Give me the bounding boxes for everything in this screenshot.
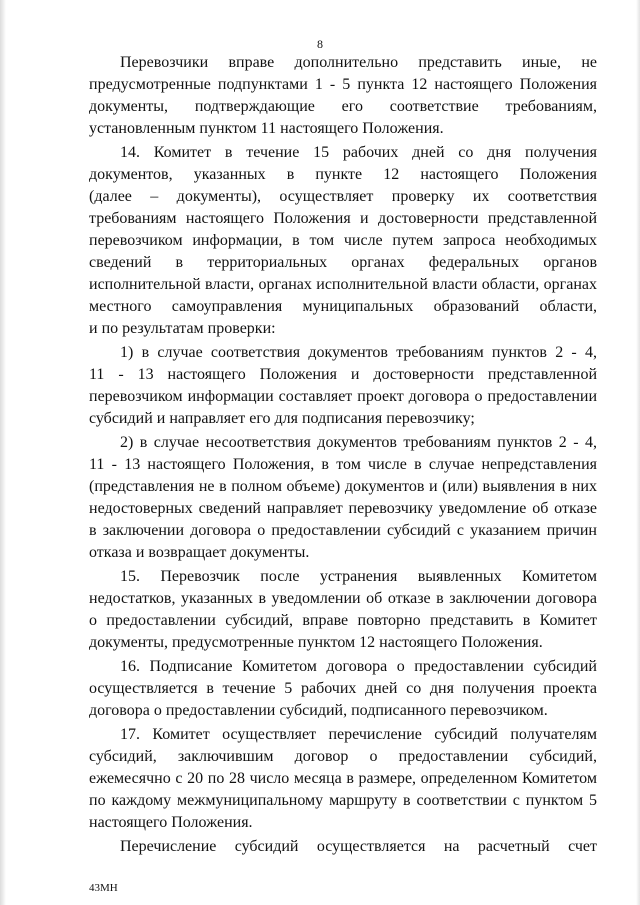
text-line: местного самоуправления муниципальных образований области,: [89, 298, 597, 315]
text-line: Перечисление субсидий осуществляется на расчетный счет: [120, 838, 597, 855]
paragraph: [89, 836, 597, 858]
page-number: 8: [317, 37, 323, 51]
paragraph: [89, 566, 597, 654]
text-line: Перевозчики вправе дополнительно представить иные, не: [120, 54, 597, 71]
text-line: настоящего Положения.: [89, 814, 253, 831]
text-line: 11 - 13 настоящего Положения и достоверности представленной: [89, 366, 597, 383]
text-line: перевозчиком информации, в том числе путем запроса необходимых: [89, 232, 597, 249]
document-body: [89, 52, 597, 858]
text-line: документы, предусмотренные пунктом 12 настоящего Положения.: [89, 634, 543, 651]
text-line: недостатков, указанных в уведомлении об отказе в заключении договора: [89, 590, 597, 607]
text-line: ежемесячно с 20 по 28 число месяца в размере, определенном Комитетом: [89, 770, 597, 787]
document-code: 43МН: [89, 882, 118, 894]
text-line: о предоставлении субсидий, вправе повторно представить в Комитет: [89, 612, 597, 629]
scan-shadow-right: [636, 0, 640, 905]
paragraph: [89, 432, 597, 564]
text-line: по каждому межмуниципальному маршруту в соответствии с пунктом 5: [89, 792, 597, 809]
text-line: исполнительной власти, органах исполнительной власти области, органах: [89, 276, 597, 293]
text-line: 11 - 13 настоящего Положения, в том числе в случае непредставления: [89, 456, 597, 473]
text-line: 16. Подписание Комитетом договора о предоставлении субсидий: [120, 658, 597, 675]
text-line: отказа и возвращает документы.: [89, 544, 310, 561]
paragraph: [89, 724, 597, 834]
text-line: договора о предоставлении субсидий, подписанного перевозчиком.: [89, 702, 548, 719]
text-line: 17. Комитет осуществляет перечисление субсидий получателям: [120, 726, 597, 743]
paragraph: [89, 52, 597, 140]
paragraph: [89, 656, 597, 722]
text-line: недостоверных сведений направляет перевозчику уведомление об отказе: [89, 500, 597, 517]
text-line: документов, указанных в пункте 12 настоящего Положения: [89, 166, 597, 183]
text-line: в заключении договора о предоставлении субсидий с указанием причин: [89, 522, 597, 539]
text-line: 2) в случае несоответствия документов требованиям пунктов 2 - 4,: [120, 434, 597, 451]
paragraph: [89, 142, 597, 340]
text-line: и по результатам проверки:: [89, 320, 276, 337]
paragraph: [89, 342, 597, 430]
text-line: субсидий и направляет его для подписания перевозчику;: [89, 410, 475, 427]
text-line: субсидий, заключившим договор о предоставлении субсидий,: [89, 748, 597, 765]
text-line: (представления не в полном объеме) документов и (или) выявления в них: [89, 478, 597, 495]
text-line: предусмотренные подпунктами 1 - 5 пункта 12 настоящего Положения: [89, 76, 597, 93]
text-line: 15. Перевозчик после устранения выявленных Комитетом: [120, 568, 597, 585]
text-line: сведений в территориальных органах федеральных органов: [89, 254, 597, 271]
text-line: требованиям настоящего Положения и достоверности представленной: [89, 210, 597, 227]
text-line: перевозчиком информации составляет проект договора о предоставлении: [89, 388, 597, 405]
text-line: 14. Комитет в течение 15 рабочих дней со дня получения: [120, 144, 597, 161]
text-line: документы, подтверждающие его соответствие требованиям,: [89, 98, 597, 115]
text-line: осуществляется в течение 5 рабочих дней со дня получения проекта: [89, 680, 597, 697]
scan-shadow-left: [0, 0, 6, 905]
text-line: установленным пунктом 11 настоящего Положения.: [89, 120, 444, 137]
text-line: (далее – документы), осуществляет проверку их соответствия: [89, 188, 597, 205]
text-line: 1) в случае соответствия документов требованиям пунктов 2 - 4,: [120, 344, 597, 361]
